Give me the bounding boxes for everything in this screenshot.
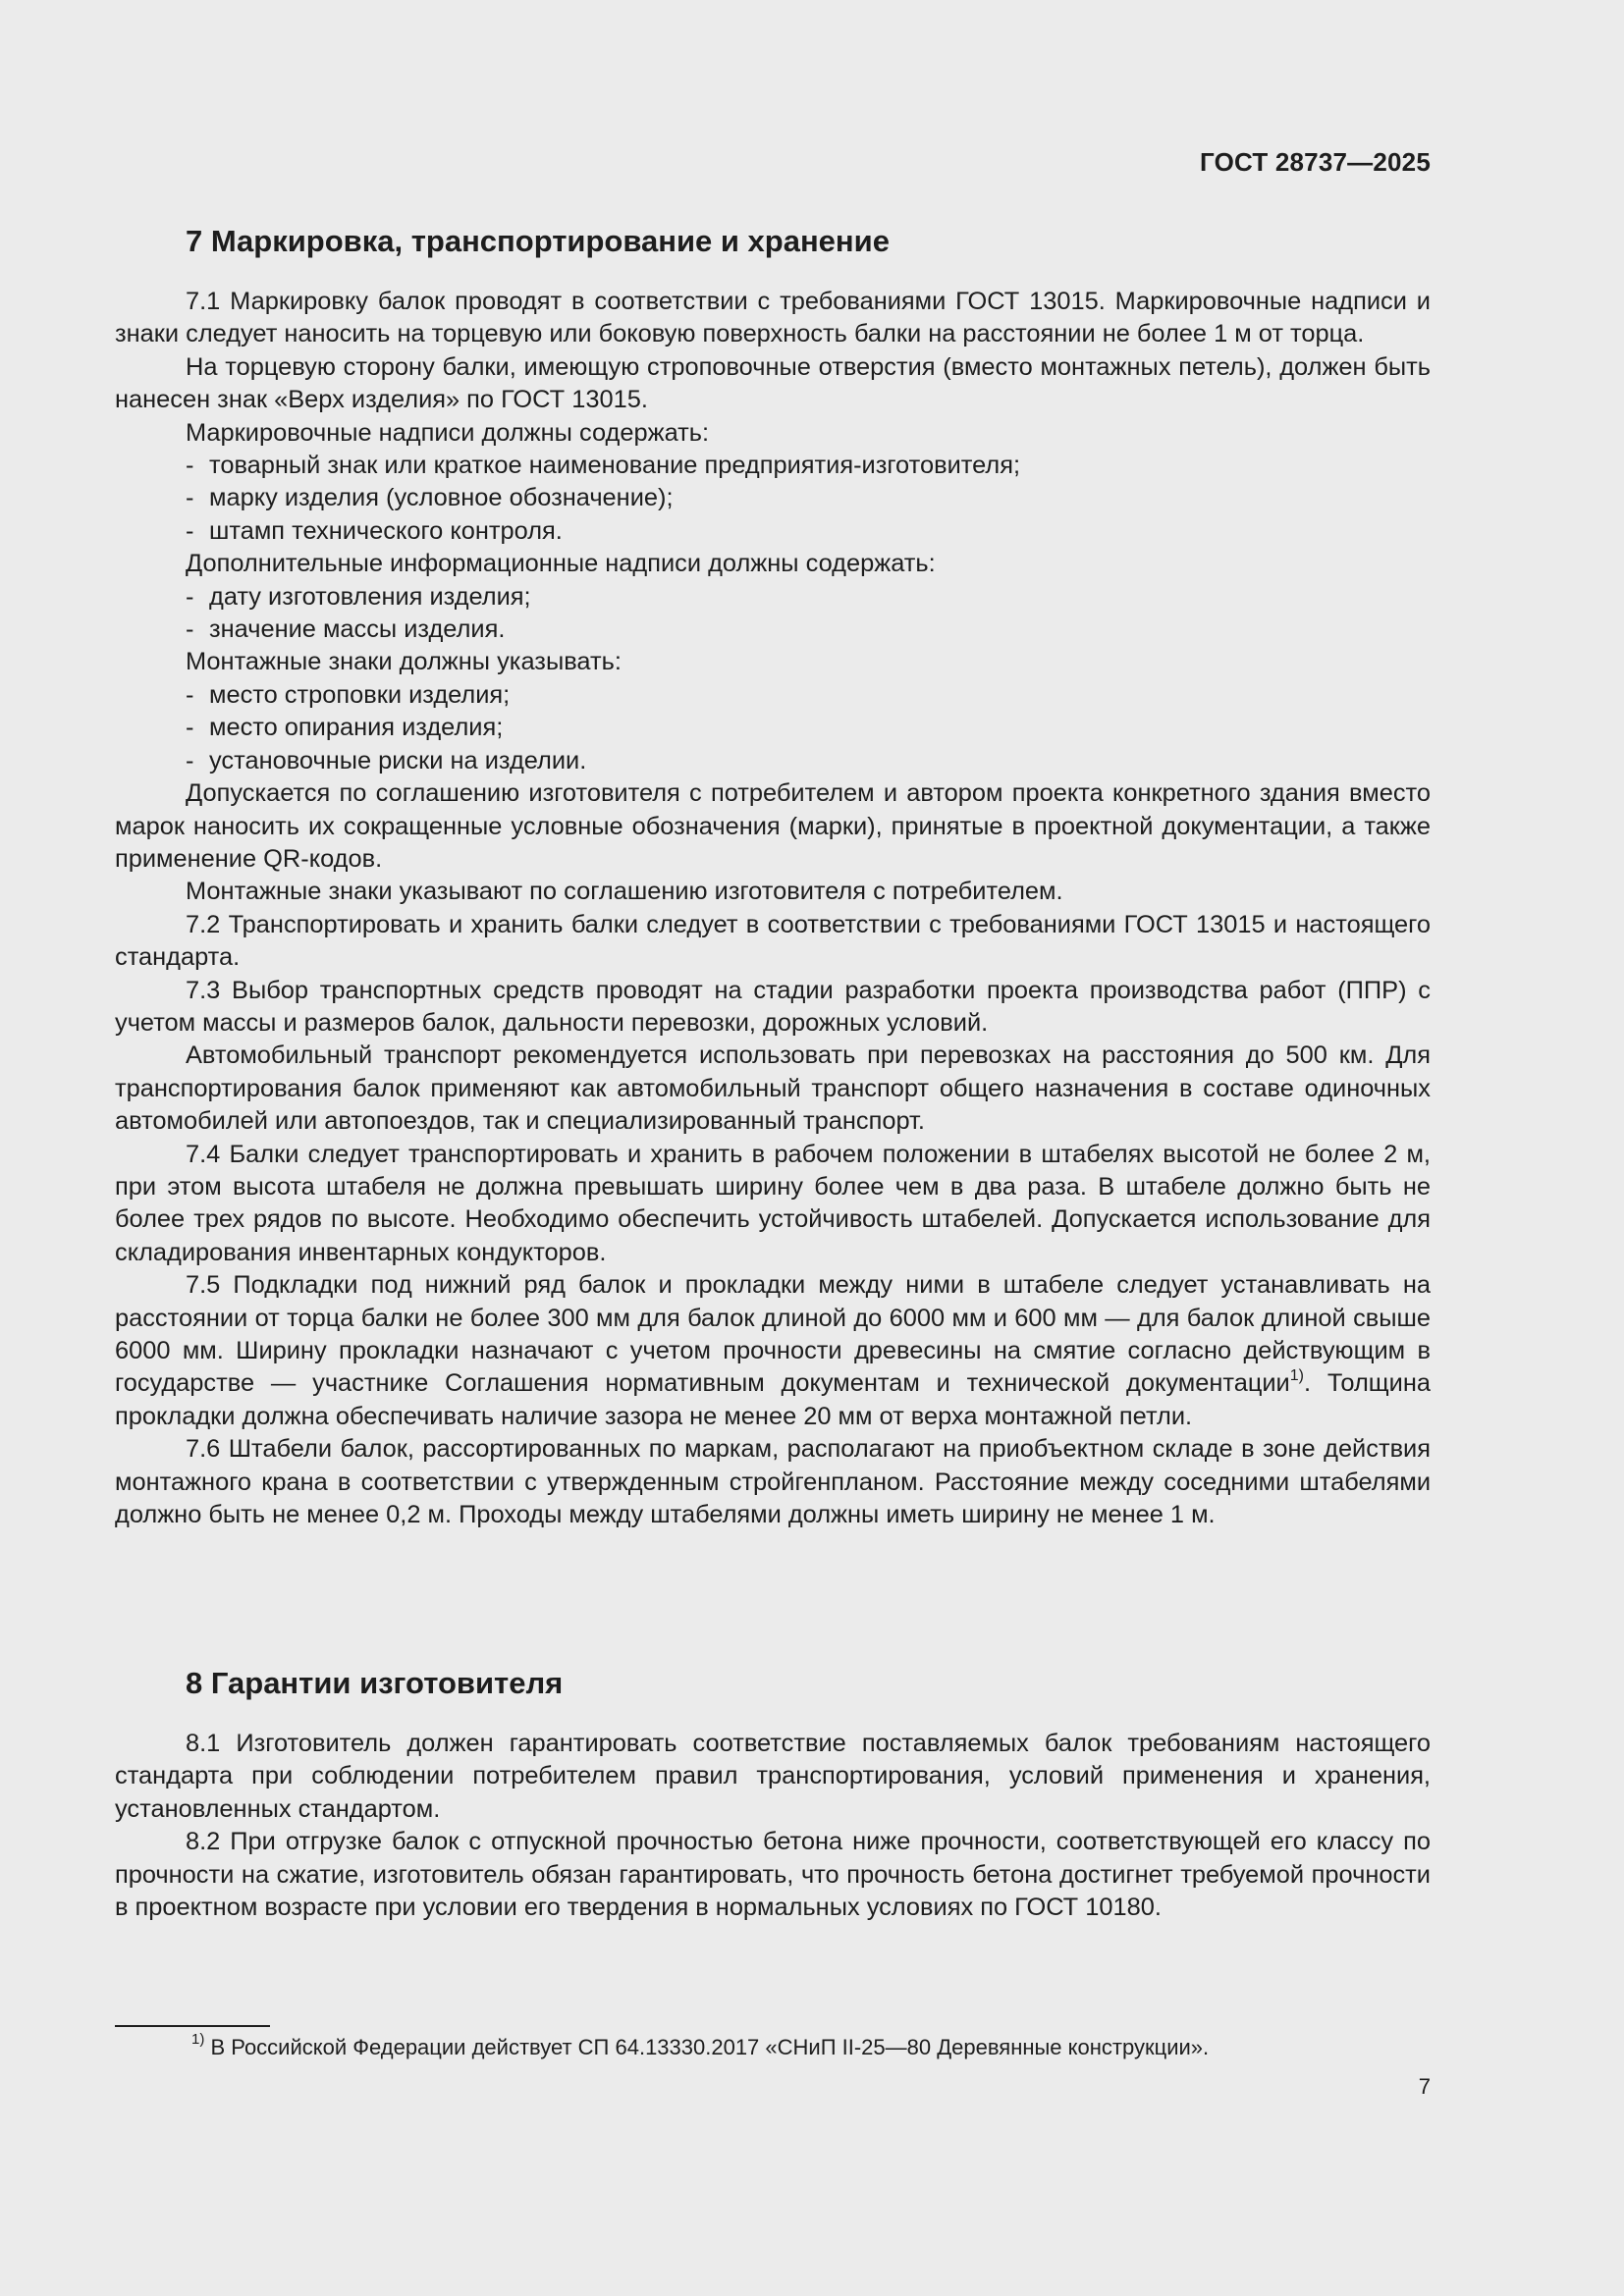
footnote-reference[interactable]: 1) xyxy=(1289,1366,1304,1384)
paragraph: Монтажные знаки указывают по соглашению изготовителя с потребителем. xyxy=(186,878,1063,906)
footnote-mark: 1) xyxy=(191,2030,205,2048)
document-header: ГОСТ 28737—2025 xyxy=(1200,147,1431,177)
paragraph: Автомобильный транспорт рекомендуется использовать при перевозках на расстояния до 500 км. Для транспортирования балок применяют как автомобильный транспорт общего назначения в составе одиночных автомобилей или автопоездов, так и специализированный транспорт. xyxy=(115,1041,1431,1136)
list-item: - значение массы изделия. xyxy=(186,615,506,644)
paragraph: Допускается по соглашению изготовителя с потребителем и автором проекта конкретного здания вместо марок наносить их сокращенные условные обозначения (марки), принятые в проектной документации, а также применение QR-кодов. xyxy=(115,779,1431,873)
list-item: - товарный знак или краткое наименование предприятия-изготовителя; xyxy=(186,452,1020,480)
footnote-text: В Российской Федерации действует СП 64.13330.2017 «СНиП II-25—80 Деревянные конструкции». xyxy=(204,2035,1210,2059)
page-number: 7 xyxy=(1418,2074,1431,2099)
document-page xyxy=(115,0,1431,2296)
paragraph-7-5: 7.5 Подкладки под нижний ряд балок и прокладки между ними в штабеле следует устанавливать на расстоянии от торца балки не более 300 мм для балок длиной до 6000 мм и 600 мм — для балок длиной свыше 6000 мм. Ширину прокладки назначают с учетом прочности древесины на смятие согласно действующим в государстве — участнике Соглашения нормативным документам и технической документации$^{1)}$. Толщина прокладки должна обеспечивать наличие зазора не менее 20 мм от верха монтажной петли. xyxy=(115,1271,1431,1430)
list-item: - место строповки изделия; xyxy=(186,680,511,709)
paragraph: Дополнительные информационные надписи должны содержать: xyxy=(186,550,936,578)
paragraph: Маркировочные надписи должны содержать: xyxy=(186,418,710,447)
paragraph-8-2: 8.2 При отгрузке балок с отпускной прочностью бетона ниже прочности, соответствующей его классу по прочности на сжатие, изготовитель обязан гарантировать, что прочность бетона достигнет требуемой прочности в проектном возрасте при условии его твердения в нормальных условиях по ГОСТ 10180. xyxy=(115,1828,1431,1922)
list-item: - штамп технического контроля. xyxy=(186,516,563,545)
paragraph-7-3: 7.3 Выбор транспортных средств проводят на стадии разработки проекта производства работ (ППР) с учетом массы и размеров балок, дальности перевозки, дорожных условий. xyxy=(115,976,1431,1037)
list-item: - дату изготовления изделия; xyxy=(186,582,531,611)
section-8-body xyxy=(115,1728,1431,1924)
section-7-title: 7 Маркировка, транспортирование и хранение xyxy=(186,224,890,258)
section-7-body xyxy=(115,286,1431,1531)
list-item: - место опирания изделия; xyxy=(186,714,504,742)
paragraph: Монтажные знаки должны указывать: xyxy=(186,648,622,676)
footnote-divider xyxy=(115,2025,270,2027)
section-8-title: 8 Гарантии изготовителя xyxy=(186,1666,564,1700)
paragraph-7-6: 7.6 Штабели балок, рассортированных по маркам, располагают на приобъектном складе в зоне действия монтажного крана в соответствии с утвержденным стройгенпланом. Расстояние между соседними штабелями должно быть не менее 0,2 м. Проходы между штабелями должны иметь ширину не менее 1 м. xyxy=(115,1435,1431,1529)
paragraph-7-4: 7.4 Балки следует транспортировать и хранить в рабочем положении в штабелях высотой не более 2 м, при этом высота штабеля не должна превышать ширину более чем в два раза. В штабеле должно быть не более трех рядов по высоте. Необходимо обеспечить устойчивость штабелей. Допускается использование для складирования инвентарных кондукторов. xyxy=(115,1140,1431,1266)
paragraph-7-2: 7.2 Транспортировать и хранить балки следует в соответствии с требованиями ГОСТ 13015 и настоящего стандарта. xyxy=(115,910,1431,972)
paragraph-8-1: 8.1 Изготовитель должен гарантировать соответствие поставляемых балок требованиям настоящего стандарта при соблюдении потребителем правил транспортирования, условий применения и хранения, установленных стандартом. xyxy=(115,1730,1431,1823)
list-item: - марку изделия (условное обозначение); xyxy=(186,484,674,512)
list-item: - установочные риски на изделии. xyxy=(186,746,587,774)
footnote xyxy=(191,2030,1210,2061)
paragraph-7-1: 7.1 Маркировку балок проводят в соответствии с требованиями ГОСТ 13015. Маркировочные надписи и знаки следует наносить на торцевую или боковую поверхность балки на расстоянии не более 1 м от торца. xyxy=(115,288,1431,348)
paragraph: На торцевую сторону балки, имеющую строповочные отверстия (вместо монтажных петель), должен быть нанесен знак «Верх изделия» по ГОСТ 13015. xyxy=(115,352,1431,414)
